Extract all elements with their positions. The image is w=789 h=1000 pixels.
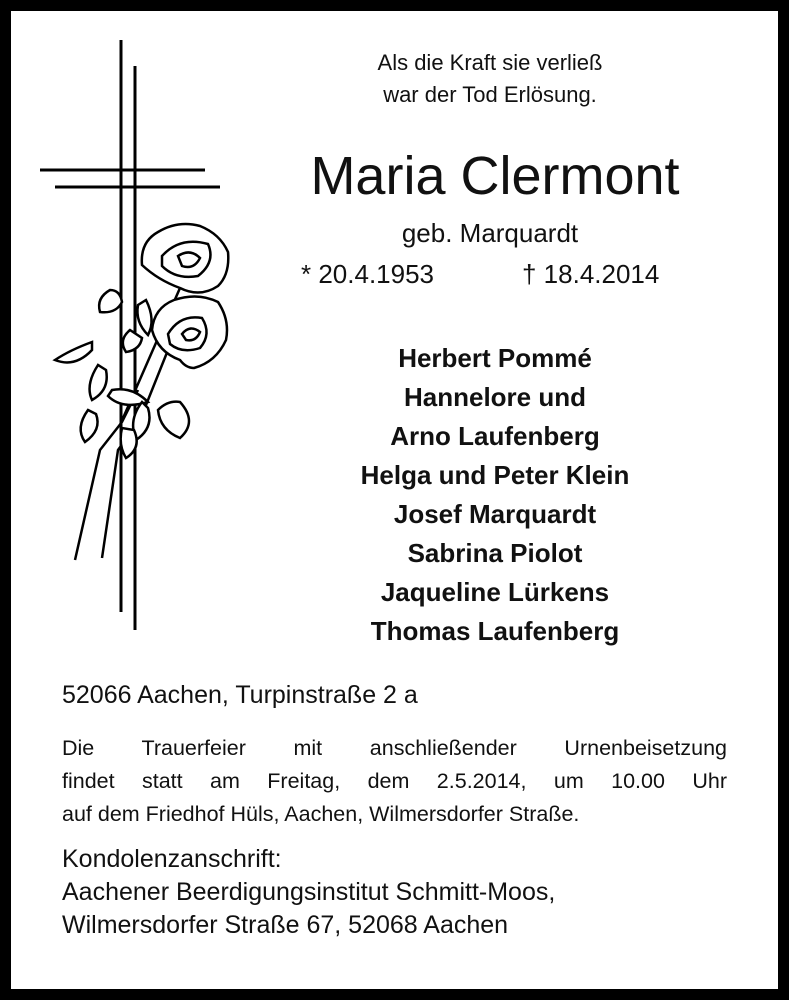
mourner: Arno Laufenberg xyxy=(390,421,600,451)
deceased-name: Maria Clermont xyxy=(310,146,680,206)
mourner: Sabrina Piolot xyxy=(407,538,583,568)
ceremony-details xyxy=(62,732,727,831)
quote-line-2: war der Tod Erlösung. xyxy=(383,82,597,107)
mourner: Josef Marquardt xyxy=(393,499,597,529)
mourner: Hannelore und xyxy=(403,382,586,412)
life-dates xyxy=(0,256,789,292)
mourners-list xyxy=(300,339,690,651)
death-date: † 18.4.2014 xyxy=(522,259,660,289)
quote-line-1: Als die Kraft sie verließ xyxy=(377,50,603,75)
ceremony-line: findet statt am Freitag, dem 2.5.2014, um 10.00 Uhr xyxy=(62,769,727,793)
ceremony-line: auf dem Friedhof Hüls, Aachen, Wilmersdorfer Straße. xyxy=(62,802,580,826)
mourner: Thomas Laufenberg xyxy=(370,616,620,646)
ceremony-line: Die Trauerfeier mit anschließender Urnenbeisetzung xyxy=(62,736,727,760)
mourner: Herbert Pommé xyxy=(398,343,592,373)
mourner: Helga und Peter Klein xyxy=(360,460,630,490)
condolence-line: Wilmersdorfer Straße 67, 52068 Aachen xyxy=(62,911,509,939)
cross-with-roses-icon xyxy=(30,30,230,630)
maiden-name: geb. Marquardt xyxy=(401,218,579,248)
condolence-line: Aachener Beerdigungsinstitut Schmitt-Moos, xyxy=(62,878,556,906)
condolence-heading: Kondolenzanschrift: xyxy=(62,845,282,873)
condolence-address xyxy=(62,843,555,942)
birth-date: * 20.4.1953 xyxy=(301,259,435,289)
mourner: Jaqueline Lürkens xyxy=(380,577,610,607)
family-address: 52066 Aachen, Turpinstraße 2 a xyxy=(62,681,418,709)
